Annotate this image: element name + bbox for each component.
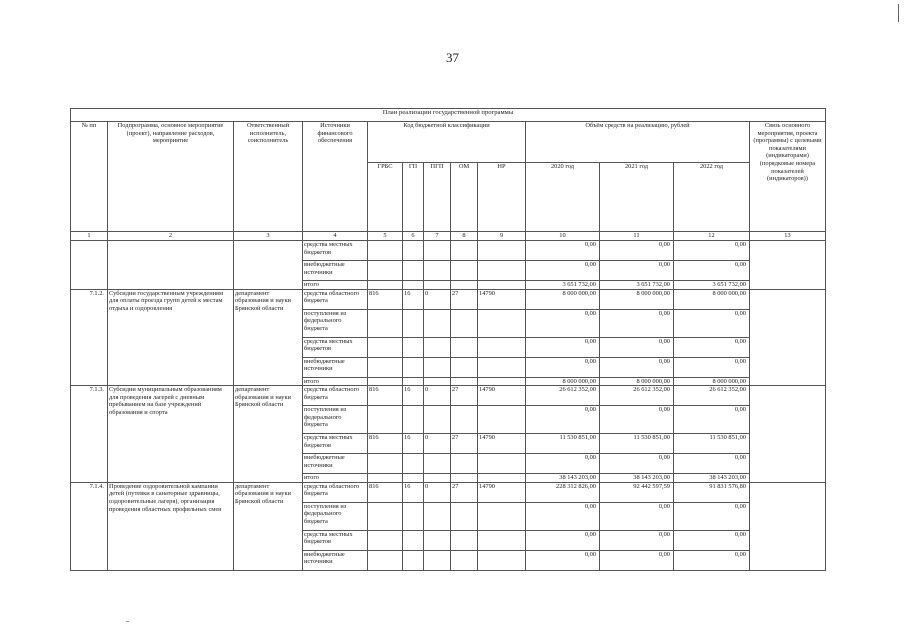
pgp-cell <box>424 502 451 530</box>
nr-cell: 14790 <box>478 434 526 454</box>
source-cell: поступления из федерального бюджета <box>303 406 368 434</box>
column-number: 2 <box>108 232 234 241</box>
source-cell: внебюджетные источники <box>303 550 368 570</box>
value-2021-cell: 0,00 <box>600 357 674 377</box>
nr-cell <box>478 377 526 386</box>
executor-cell <box>234 241 303 290</box>
value-2021-cell: 0,00 <box>600 406 674 434</box>
pgp-cell <box>424 337 451 357</box>
value-2022-cell: 11 530 851,00 <box>674 434 750 454</box>
om-cell <box>451 261 478 281</box>
column-number: 12 <box>674 232 750 241</box>
column-number: 8 <box>451 232 478 241</box>
om-cell: 27 <box>451 482 478 502</box>
grbs-cell <box>368 309 403 337</box>
value-2020-cell: 0,00 <box>526 406 600 434</box>
item-name-cell: Субсидии государственным учреждениям для оплаты проезда групп детей к местам отдыха и оздоровления <box>108 289 234 386</box>
header-sources: Источники финансового обеспечения <box>303 122 368 232</box>
item-name-cell <box>108 241 234 290</box>
source-cell: средства местных бюджетов <box>303 530 368 550</box>
item-number-cell <box>71 241 108 290</box>
column-number: 11 <box>600 232 674 241</box>
nr-cell <box>478 357 526 377</box>
source-cell: поступления из федерального бюджета <box>303 502 368 530</box>
grbs-cell <box>368 357 403 377</box>
pgp-cell <box>424 377 451 386</box>
page-edge-mark <box>898 4 899 22</box>
source-cell: средства местных бюджетов <box>303 241 368 261</box>
value-2020-cell: 0,00 <box>526 241 600 261</box>
value-2021-cell: 0,00 <box>600 241 674 261</box>
value-2022-cell: 3 651 732,00 <box>674 281 750 290</box>
executor-cell: департамент образования и науки Брянской области <box>234 386 303 483</box>
header-executor: Ответственный исполнитель, соисполнитель <box>234 122 303 232</box>
nr-cell <box>478 502 526 530</box>
pgp-cell: 0 <box>424 386 451 406</box>
nr-cell <box>478 261 526 281</box>
value-2020-cell: 0,00 <box>526 454 600 474</box>
value-2020-cell: 0,00 <box>526 550 600 570</box>
value-2022-cell: 91 831 576,80 <box>674 482 750 502</box>
pgp-cell <box>424 357 451 377</box>
header-om: ОМ <box>451 163 478 232</box>
value-2020-cell: 0,00 <box>526 502 600 530</box>
value-2020-cell: 8 000 000,00 <box>526 289 600 309</box>
nr-cell <box>478 406 526 434</box>
pgp-cell <box>424 309 451 337</box>
value-2022-cell: 0,00 <box>674 309 750 337</box>
value-2021-cell: 0,00 <box>600 337 674 357</box>
om-cell <box>451 502 478 530</box>
page-number: 37 <box>446 50 459 65</box>
om-cell: 27 <box>451 386 478 406</box>
header-nr: НР <box>478 163 526 232</box>
header-gp: ГП <box>403 163 424 232</box>
om-cell <box>451 377 478 386</box>
gp-cell: 16 <box>403 289 424 309</box>
value-2020-cell: 228 312 826,00 <box>526 482 600 502</box>
grbs-cell <box>368 281 403 290</box>
header-budget-code: Код бюджетной классификации <box>368 122 526 163</box>
value-2020-cell: 0,00 <box>526 337 600 357</box>
om-cell <box>451 530 478 550</box>
value-2020-cell: 0,00 <box>526 261 600 281</box>
nr-cell <box>478 530 526 550</box>
grbs-cell <box>368 502 403 530</box>
value-2021-cell: 3 651 732,00 <box>600 281 674 290</box>
column-number: 1 <box>71 232 108 241</box>
gp-cell <box>403 530 424 550</box>
column-number: 6 <box>403 232 424 241</box>
executor-cell: департамент образования и науки Брянской области <box>234 289 303 386</box>
pgp-cell <box>424 261 451 281</box>
grbs-cell <box>368 337 403 357</box>
grbs-cell: 816 <box>368 482 403 502</box>
value-2020-cell: 8 000 000,00 <box>526 377 600 386</box>
column-number: 4 <box>303 232 368 241</box>
table-row <box>71 386 826 406</box>
value-2022-cell: 26 612 352,00 <box>674 386 750 406</box>
item-number-cell: 7.1.2. <box>71 289 108 386</box>
value-2022-cell: 8 000 000,00 <box>674 377 750 386</box>
table-title: План реализации государственной программы <box>71 109 826 122</box>
item-number-cell: 7.1.3. <box>71 386 108 483</box>
value-2021-cell: 11 530 851,00 <box>600 434 674 454</box>
column-number: 7 <box>424 232 451 241</box>
grbs-cell: 816 <box>368 289 403 309</box>
pgp-cell <box>424 406 451 434</box>
value-2021-cell: 8 000 000,00 <box>600 289 674 309</box>
indicator-link-cell <box>750 241 826 290</box>
gp-cell <box>403 309 424 337</box>
grbs-cell <box>368 454 403 474</box>
value-2022-cell: 0,00 <box>674 357 750 377</box>
column-number: 10 <box>526 232 600 241</box>
pgp-cell: 0 <box>424 434 451 454</box>
value-2021-cell: 0,00 <box>600 454 674 474</box>
om-cell: 27 <box>451 434 478 454</box>
table-row <box>71 482 826 502</box>
source-cell: итого <box>303 377 368 386</box>
gp-cell <box>403 261 424 281</box>
grbs-cell <box>368 550 403 570</box>
source-cell: средства местных бюджетов <box>303 434 368 454</box>
value-2021-cell: 0,00 <box>600 550 674 570</box>
om-cell <box>451 454 478 474</box>
source-cell: внебюджетные источники <box>303 357 368 377</box>
om-cell: 27 <box>451 289 478 309</box>
value-2021-cell: 0,00 <box>600 502 674 530</box>
value-2020-cell: 38 143 203,00 <box>526 474 600 483</box>
value-2022-cell: 8 000 000,00 <box>674 289 750 309</box>
indicator-link-cell <box>750 386 826 483</box>
value-2022-cell: 0,00 <box>674 502 750 530</box>
gp-cell: 16 <box>403 482 424 502</box>
gp-cell <box>403 454 424 474</box>
om-cell <box>451 474 478 483</box>
nr-cell: 14790 <box>478 482 526 502</box>
pgp-cell <box>424 550 451 570</box>
gp-cell <box>403 550 424 570</box>
scan-artifact <box>126 621 129 622</box>
value-2020-cell: 0,00 <box>526 309 600 337</box>
om-cell <box>451 281 478 290</box>
gp-cell <box>403 502 424 530</box>
nr-cell <box>478 309 526 337</box>
value-2020-cell: 3 651 732,00 <box>526 281 600 290</box>
header-subprogram: Подпрограмма, основное мероприятие (проект), направление расходов, мероприятие <box>108 122 234 232</box>
gp-cell <box>403 377 424 386</box>
grbs-cell <box>368 530 403 550</box>
value-2021-cell: 38 143 203,00 <box>600 474 674 483</box>
gp-cell <box>403 406 424 434</box>
nr-cell <box>478 550 526 570</box>
column-number: 5 <box>368 232 403 241</box>
value-2021-cell: 26 612 352,00 <box>600 386 674 406</box>
item-name-cell: Субсидии муниципальным образованиям для проведения лагерей с дневным пребыванием на базе учреждений образования и спорта <box>108 386 234 483</box>
pgp-cell: 0 <box>424 289 451 309</box>
source-cell: средства областного бюджета <box>303 386 368 406</box>
om-cell <box>451 337 478 357</box>
value-2021-cell: 0,00 <box>600 530 674 550</box>
nr-cell <box>478 454 526 474</box>
table-row <box>71 241 826 261</box>
column-number: 9 <box>478 232 526 241</box>
column-number: 13 <box>750 232 826 241</box>
gp-cell: 16 <box>403 434 424 454</box>
grbs-cell: 816 <box>368 386 403 406</box>
gp-cell <box>403 337 424 357</box>
value-2022-cell: 0,00 <box>674 261 750 281</box>
value-2020-cell: 0,00 <box>526 357 600 377</box>
value-2022-cell: 0,00 <box>674 406 750 434</box>
indicator-link-cell <box>750 482 826 570</box>
grbs-cell <box>368 474 403 483</box>
value-2022-cell: 0,00 <box>674 241 750 261</box>
value-2020-cell: 11 530 851,00 <box>526 434 600 454</box>
nr-cell <box>478 241 526 261</box>
value-2022-cell: 0,00 <box>674 550 750 570</box>
gp-cell <box>403 241 424 261</box>
gp-cell <box>403 474 424 483</box>
grbs-cell <box>368 241 403 261</box>
header-year-2020: 2020 год <box>526 163 600 232</box>
value-2021-cell: 0,00 <box>600 261 674 281</box>
nr-cell: 14790 <box>478 289 526 309</box>
header-pgp: ПГП <box>424 163 451 232</box>
grbs-cell <box>368 406 403 434</box>
source-cell: средства областного бюджета <box>303 289 368 309</box>
header-no: № пп <box>71 122 108 232</box>
column-numbers-row <box>71 232 826 241</box>
header-volume: Объём средств на реализацию, рублей <box>526 122 750 163</box>
value-2022-cell: 38 143 203,00 <box>674 474 750 483</box>
nr-cell <box>478 474 526 483</box>
pgp-cell <box>424 530 451 550</box>
value-2022-cell: 0,00 <box>674 530 750 550</box>
pgp-cell <box>424 474 451 483</box>
pgp-cell <box>424 454 451 474</box>
program-plan-table <box>70 108 826 571</box>
source-cell: итого <box>303 474 368 483</box>
value-2021-cell: 92 442 597,59 <box>600 482 674 502</box>
value-2020-cell: 26 612 352,00 <box>526 386 600 406</box>
column-number: 3 <box>234 232 303 241</box>
pgp-cell <box>424 281 451 290</box>
om-cell <box>451 406 478 434</box>
item-number-cell: 7.1.4. <box>71 482 108 570</box>
grbs-cell <box>368 261 403 281</box>
grbs-cell: 816 <box>368 434 403 454</box>
source-cell: средства областного бюджета <box>303 482 368 502</box>
header-year-2021: 2021 год <box>600 163 674 232</box>
nr-cell <box>478 337 526 357</box>
pgp-cell: 0 <box>424 482 451 502</box>
om-cell <box>451 550 478 570</box>
nr-cell <box>478 281 526 290</box>
table-row <box>71 289 826 309</box>
om-cell <box>451 357 478 377</box>
gp-cell <box>403 357 424 377</box>
value-2021-cell: 0,00 <box>600 309 674 337</box>
nr-cell: 14790 <box>478 386 526 406</box>
om-cell <box>451 309 478 337</box>
gp-cell <box>403 281 424 290</box>
indicator-link-cell <box>750 289 826 386</box>
source-cell: средства местных бюджетов <box>303 337 368 357</box>
source-cell: внебюджетные источники <box>303 454 368 474</box>
value-2020-cell: 0,00 <box>526 530 600 550</box>
header-link: Связь основного мероприятия, проекта (программы) с целевыми показателями (индикаторами) (порядковые номера показателей (индикаторов)) <box>750 122 826 232</box>
source-cell: поступления из федерального бюджета <box>303 309 368 337</box>
header-grbs: ГРБС <box>368 163 403 232</box>
om-cell <box>451 241 478 261</box>
value-2022-cell: 0,00 <box>674 337 750 357</box>
value-2021-cell: 8 000 000,00 <box>600 377 674 386</box>
value-2022-cell: 0,00 <box>674 454 750 474</box>
header-year-2022: 2022 год <box>674 163 750 232</box>
grbs-cell <box>368 377 403 386</box>
item-name-cell: Проведение оздоровительной кампании детей (путевки в санаторные здравницы, оздоровительные лагеря), организация проведения областных профильных смен <box>108 482 234 570</box>
pgp-cell <box>424 241 451 261</box>
source-cell: итого <box>303 281 368 290</box>
executor-cell: департамент образования и науки Брянской области <box>234 482 303 570</box>
gp-cell: 16 <box>403 386 424 406</box>
source-cell: внебюджетные источники <box>303 261 368 281</box>
